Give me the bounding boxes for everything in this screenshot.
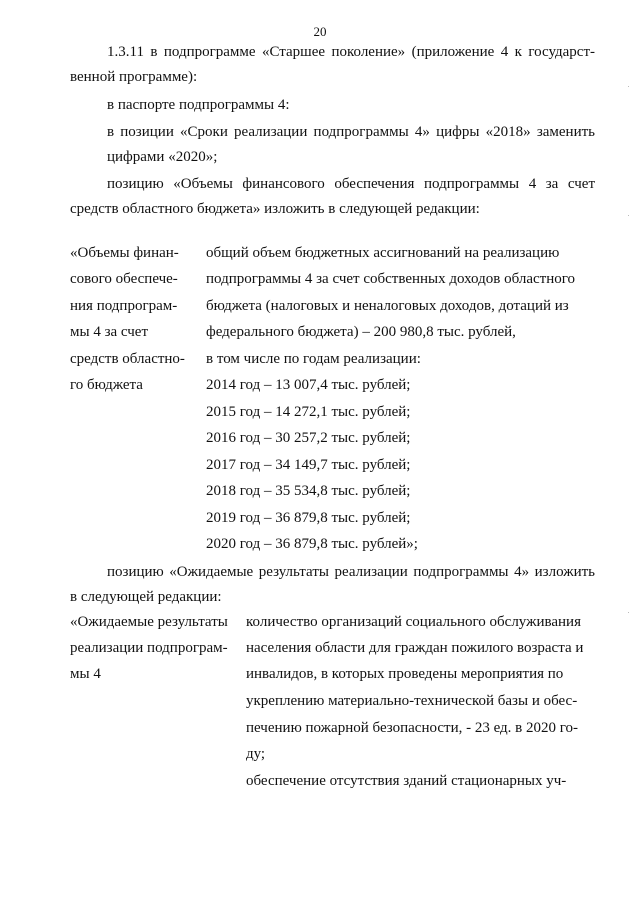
paragraph-3-line-1: в позиции «Сроки реализации подпрограммы 4» цифры «2018» заменить [107, 124, 595, 140]
scan-mark [628, 86, 629, 87]
paragraph-4-line-1: позицию «Объемы финансового обеспечения подпрограммы 4 за счет [107, 176, 595, 192]
funding-table-left-line: го бюджета [70, 377, 143, 393]
funding-table-right-line: 2017 год – 34 149,7 тыс. рублей; [206, 457, 411, 473]
funding-table-right-line: общий объем бюджетных ассигнований на реализацию [206, 245, 560, 261]
funding-table-left-line: ния подпрограм- [70, 298, 178, 314]
funding-table-left-line: «Объемы финан- [70, 245, 179, 261]
results-table-right-line: укреплению материально-технической базы и обес- [246, 693, 578, 709]
paragraph-1-line-2: венной программе): [70, 69, 198, 85]
results-table-right-line: количество организаций социального обслуживания [246, 614, 581, 630]
scan-mark [628, 215, 629, 216]
results-table-left-line: «Ожидаемые результаты [70, 614, 228, 630]
funding-table-right-line: 2020 год – 36 879,8 тыс. рублей»; [206, 536, 418, 552]
funding-table-right-line: 2014 год – 13 007,4 тыс. рублей; [206, 377, 411, 393]
paragraph-5-line-1: позицию «Ожидаемые результаты реализации подпрограммы 4» изложить [107, 564, 595, 580]
results-table-left-line: мы 4 [70, 666, 101, 682]
funding-table-left-line: сового обеспече- [70, 271, 178, 287]
results-table-right-line: населения области для граждан пожилого возраста и [246, 640, 584, 656]
funding-table-right-line: федерального бюджета) – 200 980,8 тыс. рублей, [206, 324, 516, 340]
paragraph-1-line-1: 1.3.11 в подпрограмме «Старшее поколение» (приложение 4 к государст- [107, 44, 595, 60]
funding-table-right-line: 2015 год – 14 272,1 тыс. рублей; [206, 404, 411, 420]
paragraph-2: в паспорте подпрограммы 4: [107, 97, 290, 113]
results-table-right-line: ду; [246, 746, 266, 762]
results-table-right-line: обеспечение отсутствия зданий стационарных уч- [246, 773, 567, 789]
paragraph-4-line-2: средств областного бюджета» изложить в следующей редакции: [70, 201, 480, 217]
funding-table-right-line: 2019 год – 36 879,8 тыс. рублей; [206, 510, 411, 526]
scan-mark [628, 612, 629, 613]
results-table-left-line: реализации подпрограм- [70, 640, 228, 656]
paragraph-3-line-2: цифрами «2020»; [107, 149, 218, 165]
paragraph-5-line-2: в следующей редакции: [70, 589, 222, 605]
funding-table-left-line: средств областно- [70, 351, 185, 367]
funding-table-right-line: 2018 год – 35 534,8 тыс. рублей; [206, 483, 411, 499]
results-table-right-line: печению пожарной безопасности, - 23 ед. в 2020 го- [246, 720, 579, 736]
funding-table-right-line: бюджета (налоговых и неналоговых доходов, дотаций из [206, 298, 569, 314]
funding-table-right-line: подпрограммы 4 за счет собственных доходов областного [206, 271, 576, 287]
funding-table-right-line: 2016 год – 30 257,2 тыс. рублей; [206, 430, 411, 446]
funding-table-left-line: мы 4 за счет [70, 324, 149, 340]
page-number: 20 [313, 24, 327, 39]
funding-table-right-line: в том числе по годам реализации: [206, 351, 421, 367]
results-table-right-line: инвалидов, в которых проведены мероприятия по [246, 666, 564, 682]
